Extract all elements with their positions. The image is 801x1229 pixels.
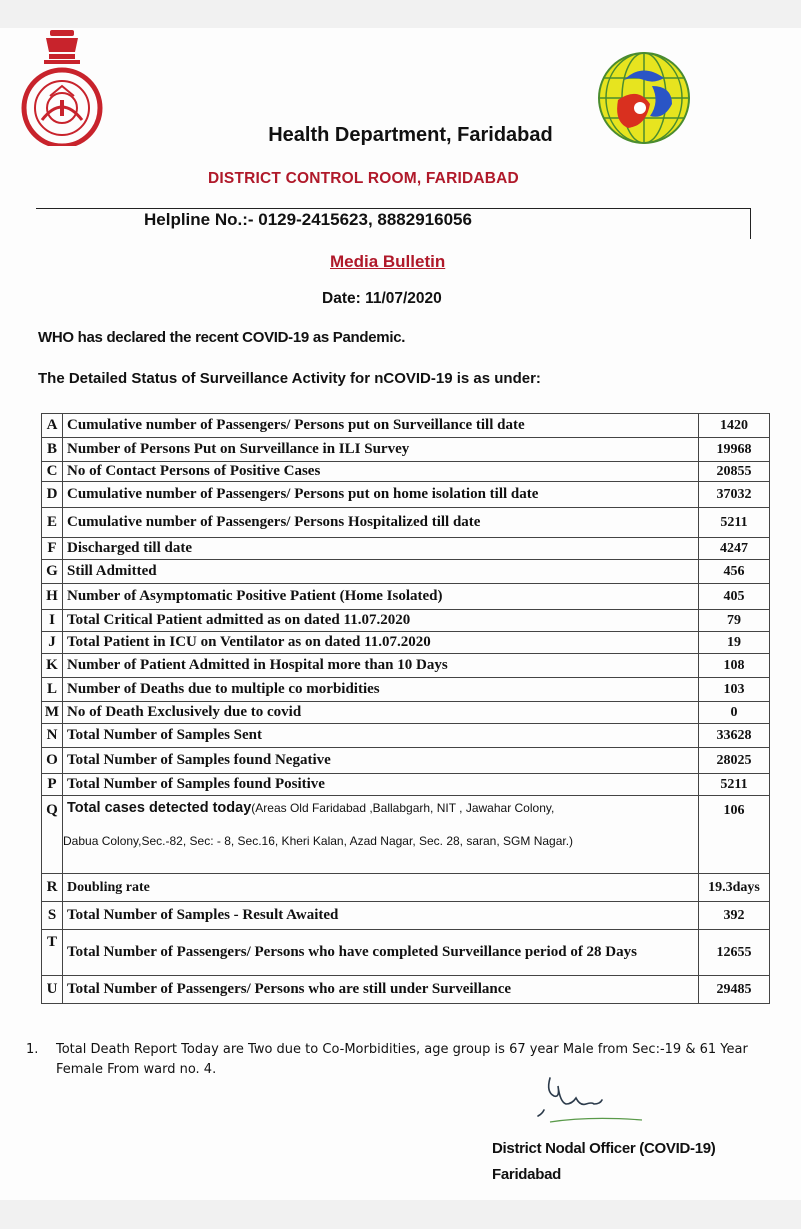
row-value: 20855 — [699, 462, 770, 482]
row-value: 19.3days — [699, 874, 770, 902]
row-value: 29485 — [699, 976, 770, 1004]
officer-signature-icon — [532, 1076, 642, 1128]
row-label: No of Death Exclusively due to covid — [63, 702, 699, 724]
cases-today-label: Total cases detected today — [67, 800, 252, 816]
row-label — [63, 796, 699, 874]
row-label: Cumulative number of Passengers/ Persons put on home isolation till date — [63, 482, 699, 508]
row-letter: U — [42, 976, 63, 1004]
row-letter: Q — [42, 796, 63, 874]
row-value: 79 — [699, 610, 770, 632]
table-row — [42, 560, 770, 584]
row-letter: P — [42, 774, 63, 796]
row-letter: N — [42, 724, 63, 748]
row-letter: M — [42, 702, 63, 724]
who-statement: WHO has declared the recent COVID-19 as Pandemic. — [38, 329, 406, 346]
table-row — [42, 584, 770, 610]
row-label: Discharged till date — [63, 538, 699, 560]
row-letter: K — [42, 654, 63, 678]
row-label: Total Number of Samples found Positive — [63, 774, 699, 796]
signatory-block — [492, 1136, 715, 1188]
row-value: 5211 — [699, 508, 770, 538]
row-label: Cumulative number of Passengers/ Persons put on Surveillance till date — [63, 414, 699, 438]
row-label: Number of Deaths due to multiple co morbidities — [63, 678, 699, 702]
row-value: 28025 — [699, 748, 770, 774]
row-value: 0 — [699, 702, 770, 724]
row-letter: I — [42, 610, 63, 632]
row-label: Cumulative number of Passengers/ Persons Hospitalized till date — [63, 508, 699, 538]
table-row — [42, 702, 770, 724]
row-value: 108 — [699, 654, 770, 678]
row-letter: E — [42, 508, 63, 538]
table-row — [42, 678, 770, 702]
row-value: 37032 — [699, 482, 770, 508]
row-value: 12655 — [699, 930, 770, 976]
table-row — [42, 538, 770, 560]
table-row — [42, 438, 770, 462]
row-letter: H — [42, 584, 63, 610]
row-value: 5211 — [699, 774, 770, 796]
row-value: 392 — [699, 902, 770, 930]
row-label: Total Number of Passengers/ Persons who are still under Surveillance — [63, 976, 699, 1004]
signatory-title: District Nodal Officer (COVID-19) — [492, 1140, 716, 1157]
row-letter: F — [42, 538, 63, 560]
table-row — [42, 796, 770, 874]
row-value: 33628 — [699, 724, 770, 748]
helpline-numbers: Helpline No.:- 0129-2415623, 8882916056 — [144, 210, 472, 229]
footnote — [26, 1040, 786, 1080]
row-letter: D — [42, 482, 63, 508]
row-label: Number of Patient Admitted in Hospital more than 10 Days — [63, 654, 699, 678]
row-value: 405 — [699, 584, 770, 610]
table-row — [42, 874, 770, 902]
row-label: Total Number of Samples Sent — [63, 724, 699, 748]
row-letter: B — [42, 438, 63, 462]
table-row — [42, 902, 770, 930]
row-letter: A — [42, 414, 63, 438]
row-label: Total Number of Passengers/ Persons who have completed Surveillance period of 28 Days — [63, 930, 699, 976]
areas-list-start: (Areas Old Faridabad ,Ballabgarh, NIT , Jawahar Colony, — [251, 801, 555, 815]
row-label: Number of Asymptomatic Positive Patient (Home Isolated) — [63, 584, 699, 610]
media-bulletin-heading: Media Bulletin — [330, 252, 446, 271]
table-row — [42, 610, 770, 632]
row-letter: J — [42, 632, 63, 654]
row-value: 456 — [699, 560, 770, 584]
row-label: Number of Persons Put on Surveillance in ILI Survey — [63, 438, 699, 462]
control-room-subtitle: DISTRICT CONTROL ROOM, FARIDABAD — [208, 170, 519, 187]
row-letter: C — [42, 462, 63, 482]
row-label: No of Contact Persons of Positive Cases — [63, 462, 699, 482]
row-letter: L — [42, 678, 63, 702]
row-label: Doubling rate — [63, 874, 699, 902]
row-value: 4247 — [699, 538, 770, 560]
signatory-place: Faridabad — [492, 1166, 561, 1183]
table-row — [42, 414, 770, 438]
table-row — [42, 654, 770, 678]
row-value: 106 — [699, 796, 770, 874]
department-title: Health Department, Faridabad — [268, 124, 553, 146]
row-value: 19968 — [699, 438, 770, 462]
row-label: Total Number of Samples found Negative — [63, 748, 699, 774]
row-letter: R — [42, 874, 63, 902]
row-label: Total Patient in ICU on Ventilator as on dated 11.07.2020 — [63, 632, 699, 654]
row-letter: O — [42, 748, 63, 774]
table-row — [42, 482, 770, 508]
bulletin-date: Date: 11/07/2020 — [322, 290, 442, 307]
status-intro: The Detailed Status of Surveillance Activity for nCOVID-19 is as under: — [38, 370, 541, 387]
row-label: Total Critical Patient admitted as on dated 11.07.2020 — [63, 610, 699, 632]
footnote-number: 1. — [26, 1042, 39, 1057]
table-row — [42, 724, 770, 748]
row-letter: G — [42, 560, 63, 584]
table-row — [42, 930, 770, 976]
row-letter: T — [42, 930, 63, 976]
areas-list-rest: Dabua Colony,Sec.-82, Sec: - 8, Sec.16, Kheri Kalan, Azad Nagar, Sec. 28, saran, SGM Nagar.) — [63, 834, 574, 848]
row-label: Still Admitted — [63, 560, 699, 584]
table-row — [42, 748, 770, 774]
row-value: 1420 — [699, 414, 770, 438]
row-letter: S — [42, 902, 63, 930]
table-row — [42, 632, 770, 654]
table-row — [42, 508, 770, 538]
table-row — [42, 462, 770, 482]
row-value: 19 — [699, 632, 770, 654]
footnote-text: Total Death Report Today are Two due to Co-Morbidities, age group is 67 year Male from Sec:-19 & 61 Year Female From ward no. 4. — [56, 1042, 748, 1077]
table-row — [42, 976, 770, 1004]
row-value: 103 — [699, 678, 770, 702]
surveillance-status-table — [41, 413, 770, 1004]
row-label: Total Number of Samples - Result Awaited — [63, 902, 699, 930]
table-row — [42, 774, 770, 796]
